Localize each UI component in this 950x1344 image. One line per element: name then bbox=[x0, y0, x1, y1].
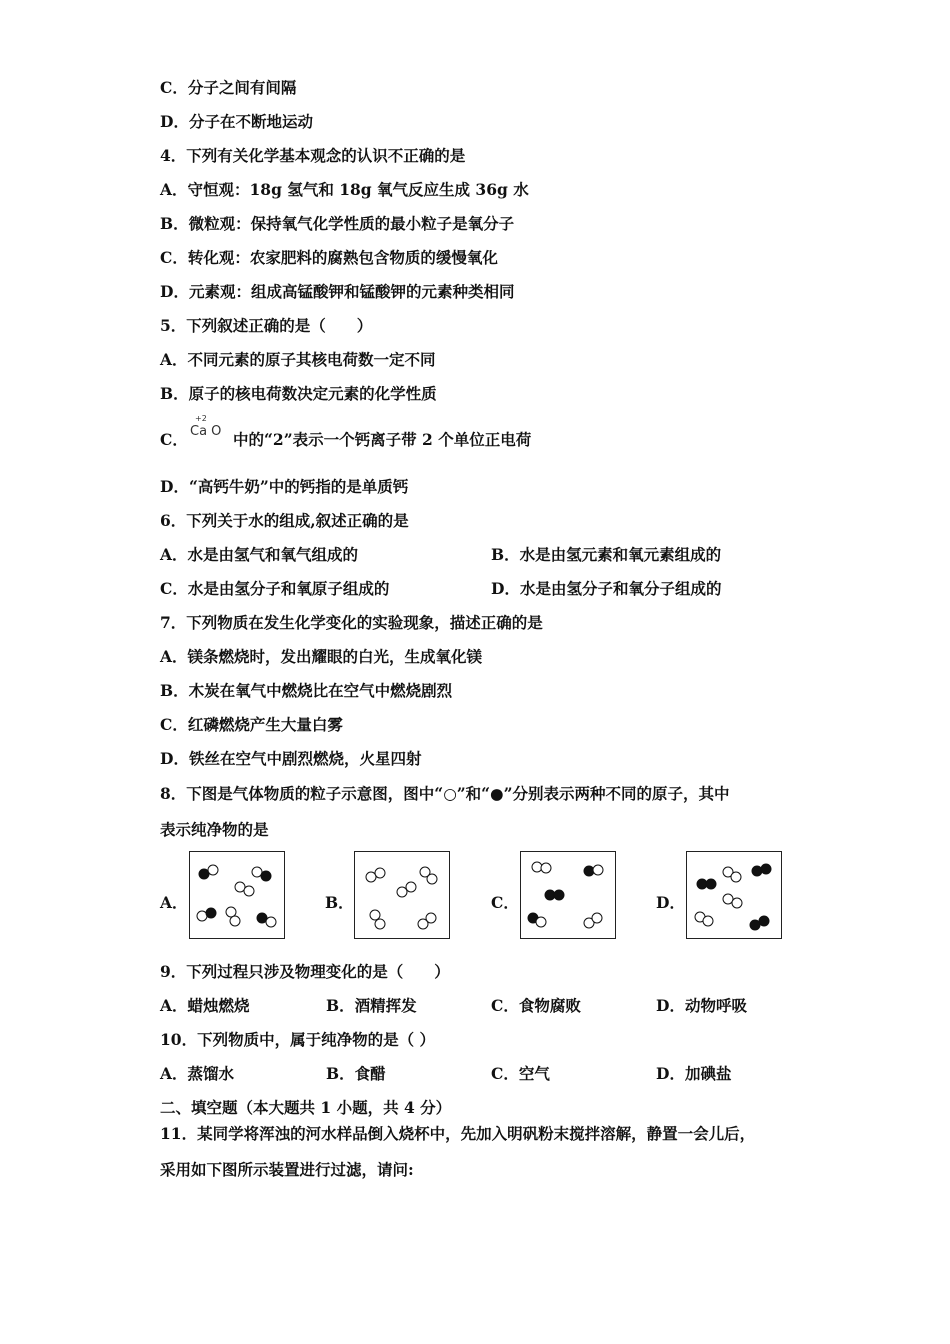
white-atom bbox=[406, 882, 416, 892]
white-atom bbox=[230, 916, 240, 926]
white-atom bbox=[723, 894, 733, 904]
q8-diagram-c-svg bbox=[521, 852, 615, 938]
q5-option-d: D．“高钙牛奶”中的钙指的是单质钙 bbox=[160, 477, 409, 496]
white-atom bbox=[426, 913, 436, 923]
black-atom bbox=[759, 916, 769, 926]
q8-diagram-c bbox=[520, 851, 616, 939]
q10-option-a: A．蒸馏水 bbox=[160, 1064, 235, 1083]
q4-stem: 4．下列有关化学基本观念的认识不正确的是 bbox=[160, 146, 466, 165]
black-atom bbox=[584, 866, 594, 876]
black-atom bbox=[261, 871, 271, 881]
q5-option-a: A．不同元素的原子其核电荷数一定不同 bbox=[160, 350, 436, 369]
q8-label-a: A． bbox=[160, 893, 188, 912]
q9-option-c: C．食物腐败 bbox=[491, 996, 581, 1015]
q6-option-c: C．水是由氢分子和氧原子组成的 bbox=[160, 579, 390, 598]
white-atom bbox=[732, 898, 742, 908]
q7-option-a: A．镁条燃烧时，发出耀眼的白光，生成氧化镁 bbox=[160, 647, 483, 666]
q6-option-d: D．水是由氢分子和氧分子组成的 bbox=[491, 579, 722, 598]
q5-stem: 5．下列叙述正确的是（ ） bbox=[160, 316, 373, 335]
white-atom bbox=[593, 865, 603, 875]
white-atom bbox=[541, 863, 551, 873]
q7-option-b: B．木炭在氧气中燃烧比在空气中燃烧剧烈 bbox=[160, 681, 453, 700]
q5-cao-formula bbox=[190, 414, 222, 439]
q3-option-d: D．分子在不断地运动 bbox=[160, 112, 313, 131]
black-atom bbox=[199, 869, 209, 879]
black-atom bbox=[554, 890, 564, 900]
white-atom bbox=[208, 865, 218, 875]
q4-option-c: C．转化观：农家肥料的腐熟包含物质的缓慢氧化 bbox=[160, 248, 498, 267]
q11-stem-line1: 11．某同学将浑浊的河水样品倒入烧杯中，先加入明矾粉末搅拌溶解，静置一会儿后， bbox=[160, 1124, 756, 1143]
q3-option-c: C．分子之间有间隔 bbox=[160, 78, 297, 97]
white-atom bbox=[532, 862, 542, 872]
q5-cao-charge: +2 bbox=[195, 414, 207, 423]
q8-diagram-a bbox=[189, 851, 285, 939]
q9-stem: 9．下列过程只涉及物理变化的是（ ） bbox=[160, 962, 450, 981]
q9-option-d: D．动物呼吸 bbox=[656, 996, 747, 1015]
q8-stem-line2: 表示纯净物的是 bbox=[160, 820, 269, 839]
q6-option-b: B．水是由氢元素和氧元素组成的 bbox=[491, 545, 722, 564]
q8-diagram-d-svg bbox=[687, 852, 781, 938]
white-atom bbox=[366, 872, 376, 882]
white-atom bbox=[703, 916, 713, 926]
q9-option-b: B．酒精挥发 bbox=[326, 996, 417, 1015]
q4-option-a: A．守恒观：18g 氢气和 18g 氧气反应生成 36g 水 bbox=[160, 180, 529, 199]
black-atom bbox=[750, 920, 760, 930]
q7-stem: 7．下列物质在发生化学变化的实验现象，描述正确的是 bbox=[160, 613, 543, 632]
white-atom bbox=[592, 913, 602, 923]
white-atom bbox=[397, 887, 407, 897]
q6-option-a: A．水是由氢气和氧气组成的 bbox=[160, 545, 359, 564]
q8-label-d: D． bbox=[656, 893, 685, 912]
white-atom bbox=[536, 917, 546, 927]
white-atom bbox=[370, 910, 380, 920]
q9-option-a: A．蜡烛燃烧 bbox=[160, 996, 250, 1015]
white-atom bbox=[197, 911, 207, 921]
q4-option-b: B．微粒观：保持氧气化学性质的最小粒子是氧分子 bbox=[160, 214, 515, 233]
white-atom bbox=[375, 919, 385, 929]
q8-stem-line1: 8．下图是气体物质的粒子示意图，图中“○”和“●”分别表示两种不同的原子，其中 bbox=[160, 784, 730, 803]
white-atom bbox=[235, 882, 245, 892]
white-atom bbox=[266, 917, 276, 927]
q8-diagram-b bbox=[354, 851, 450, 939]
q10-stem: 10．下列物质中，属于纯净物的是（ ） bbox=[160, 1030, 435, 1049]
white-atom bbox=[226, 907, 236, 917]
black-atom bbox=[206, 908, 216, 918]
q4-option-d: D．元素观：组成高锰酸钾和锰酸钾的元素种类相同 bbox=[160, 282, 515, 301]
section-2-heading: 二、填空题（本大题共 1 小题，共 4 分） bbox=[160, 1098, 452, 1117]
q7-option-c: C．红磷燃烧产生大量白雾 bbox=[160, 715, 343, 734]
black-atom bbox=[752, 866, 762, 876]
q5-option-c-text: 中的“2”表示一个钙离子带 2 个单位正电荷 bbox=[233, 430, 532, 449]
black-atom bbox=[706, 879, 716, 889]
q8-diagram-a-svg bbox=[190, 852, 284, 938]
white-atom bbox=[375, 868, 385, 878]
q10-option-d: D．加碘盐 bbox=[656, 1064, 732, 1083]
q10-option-c: C．空气 bbox=[491, 1064, 550, 1083]
black-atom bbox=[761, 864, 771, 874]
q5-option-c-prefix: C． bbox=[160, 430, 188, 449]
white-atom bbox=[427, 874, 437, 884]
white-atom bbox=[244, 886, 254, 896]
q5-cao-text: Ca O bbox=[190, 424, 222, 439]
q5-option-b: B．原子的核电荷数决定元素的化学性质 bbox=[160, 384, 437, 403]
white-atom bbox=[252, 867, 262, 877]
q6-stem: 6．下列关于水的组成,叙述正确的是 bbox=[160, 511, 409, 530]
q8-label-b: B． bbox=[325, 893, 354, 912]
black-atom bbox=[257, 913, 267, 923]
q8-diagram-d bbox=[686, 851, 782, 939]
q10-option-b: B．食醋 bbox=[326, 1064, 386, 1083]
q8-label-c: C． bbox=[491, 893, 519, 912]
white-atom bbox=[731, 872, 741, 882]
q7-option-d: D．铁丝在空气中剧烈燃烧，火星四射 bbox=[160, 749, 422, 768]
q11-stem-line2: 采用如下图所示装置进行过滤，请问: bbox=[160, 1160, 414, 1179]
q8-diagram-b-svg bbox=[355, 852, 449, 938]
